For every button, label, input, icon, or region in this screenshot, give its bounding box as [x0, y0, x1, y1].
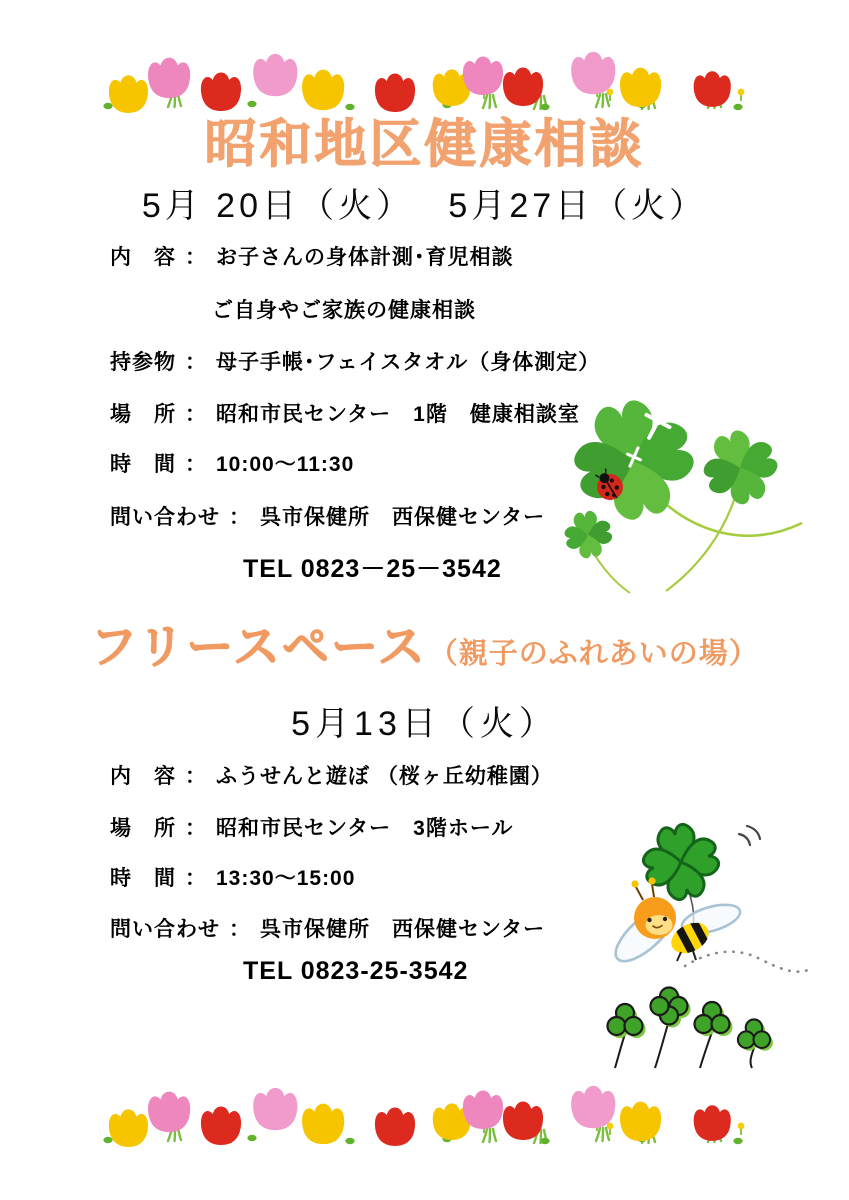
- row-label: 持参物: [110, 351, 176, 374]
- section1-tel: TEL 0823－25－3542: [243, 555, 502, 583]
- row-separator: ：: [185, 351, 207, 374]
- row-label: 内 容: [110, 246, 176, 269]
- clover-4leaf-icon: [651, 988, 691, 1028]
- row-value: 13:30～15:00: [216, 867, 356, 890]
- row-place-1: [110, 398, 580, 428]
- row-separator: ：: [229, 918, 251, 941]
- bee-decoration-icon: [593, 820, 813, 978]
- section2-title: [0, 610, 849, 677]
- row-label: 問い合わせ: [110, 506, 220, 529]
- row-separator: ：: [229, 506, 251, 529]
- section2-title-main: フリースペース: [90, 620, 427, 673]
- section2-tel: TEL 0823-25-3542: [243, 957, 469, 985]
- clover-3leaf-icon: [738, 1019, 773, 1050]
- row-separator: ：: [185, 765, 207, 788]
- clover-stem: [666, 487, 738, 591]
- row-value: 母子手帳･フェイスタオル（身体測定）: [216, 351, 601, 374]
- motion-arcs-icon: [739, 826, 760, 845]
- section2-title-sub: （親子のふれあいの場）: [428, 638, 759, 670]
- row-content-2: [110, 760, 553, 790]
- row-label: 場 所: [110, 817, 176, 840]
- section2-date: 5月13日（火）: [291, 705, 558, 743]
- row-contact-1: [110, 501, 545, 531]
- row-items: [110, 346, 600, 376]
- section1-title: 昭和地区健康相談: [204, 116, 645, 174]
- tulip-border-bottom-icon: [100, 1078, 750, 1148]
- row-separator: ：: [185, 246, 207, 269]
- row-label: 問い合わせ: [110, 918, 220, 941]
- row-separator: ：: [185, 817, 207, 840]
- row-value: 呉市保健所 西保健センター: [260, 506, 546, 529]
- medium-clover-icon: [701, 427, 781, 507]
- row-value: 10:00～11:30: [216, 453, 355, 476]
- row-value: 昭和市民センター 1階 健康相談室: [216, 403, 580, 426]
- clover-3leaf-icon: [608, 1004, 646, 1038]
- row-contact-2: [110, 913, 545, 943]
- row-value: お子さんの身体計測･育児相談: [216, 246, 514, 269]
- row-value: 呉市保健所 西保健センター: [260, 918, 546, 941]
- small-clover-icon: [564, 510, 614, 560]
- row-time-2: [110, 862, 355, 892]
- section1-dates: 5月 20日（火） 5月27日（火）: [141, 187, 708, 225]
- row-value: ご自身やご家族の健康相談: [212, 299, 476, 322]
- row-separator: ：: [185, 403, 207, 426]
- row-content-1b: [212, 294, 476, 324]
- dotted-flight-trail: [685, 952, 808, 972]
- row-separator: ：: [185, 453, 207, 476]
- row-place-2: [110, 812, 513, 842]
- row-label: 時 間: [110, 453, 176, 476]
- clover-row-decoration-icon: [593, 980, 793, 1072]
- row-value: ふうせんと遊ぼ （桜ヶ丘幼稚園）: [216, 765, 553, 788]
- row-separator: ：: [185, 867, 207, 890]
- row-label: 内 容: [110, 765, 176, 788]
- row-label: 場 所: [110, 403, 176, 426]
- row-time-1: [110, 448, 354, 478]
- row-value: 昭和市民センター 3階ホール: [216, 817, 514, 840]
- row-label: 時 間: [110, 867, 176, 890]
- row-content-1: [110, 241, 514, 271]
- clover-ladybug-decoration-icon: [538, 373, 810, 605]
- clover-3leaf-icon: [695, 1002, 733, 1036]
